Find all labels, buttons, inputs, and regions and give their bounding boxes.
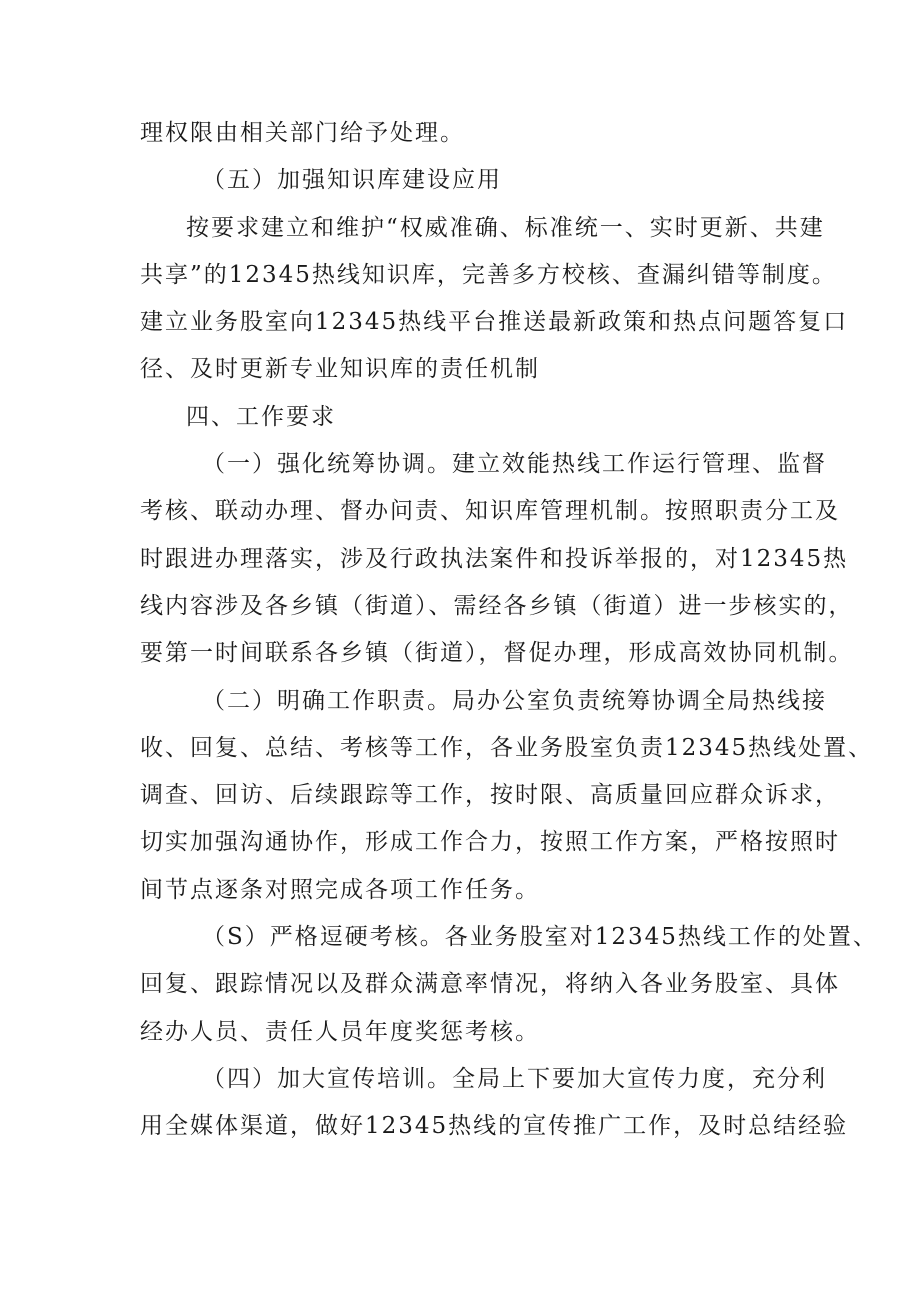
- text-line: 共享”的12345热线知识库，完善多方校核、查漏纠错等制度。: [140, 261, 837, 288]
- text-line: 调查、回访、后续跟踪等工作，按时限、高质量回应群众诉求，: [140, 782, 840, 809]
- document-body: [140, 110, 878, 1151]
- text-line: （一）强化统筹协调。建立效能热线工作运行管理、监督: [202, 451, 827, 478]
- chapter-heading-4: 四、工作要求: [186, 403, 336, 430]
- text-line: （S）严格逗硬考核。各业务股室对12345热线工作的处置、: [202, 924, 878, 951]
- text-line: 按要求建立和维护“权威准确、标准统一、实时更新、共建: [186, 214, 825, 241]
- text-line: 考核、联动办理、督办问责、知识库管理机制。按照职责分工及: [140, 498, 840, 525]
- text-line: 切实加强沟通协作，形成工作合力，按照工作方案，严格按照时: [140, 829, 840, 856]
- text-line: 间节点逐条对照完成各项工作任务。: [140, 876, 540, 903]
- text-line: 要第一时间联系各乡镇（街道），督促办理，形成高效协同机制。: [140, 640, 854, 667]
- text-line: 经办人员、责任人员年度奖惩考核。: [140, 1018, 540, 1045]
- text-line: 线内容涉及各乡镇（街道）、需经各乡镇（街道）进一步核实的，: [140, 592, 854, 619]
- text-line: 时跟进办理落实，涉及行政执法案件和投诉举报的，对12345热: [140, 545, 849, 572]
- text-line: 建立业务股室向12345热线平台推送最新政策和热点问题答复口: [140, 309, 849, 336]
- text-line: 回复、跟踪情况以及群众满意率情况，将纳入各业务股室、具体: [140, 971, 840, 998]
- text-line: （二）明确工作职责。局办公室负责统筹协调全局热线接: [202, 687, 827, 714]
- section-heading-5: （五）加强知识库建设应用: [202, 167, 502, 194]
- text-line: （四）加大宣传培训。全局上下要加大宣传力度，充分利: [202, 1065, 827, 1092]
- text-line: 理权限由相关部门给予处理。: [140, 120, 465, 146]
- text-line: 用全媒体渠道，做好12345热线的宣传推广工作，及时总结经验: [140, 1113, 849, 1140]
- text-line: 收、回复、总结、考核等工作，各业务股室负责12345热线处置、: [140, 734, 874, 761]
- text-line: 径、及时更新专业知识库的责任机制: [140, 356, 540, 383]
